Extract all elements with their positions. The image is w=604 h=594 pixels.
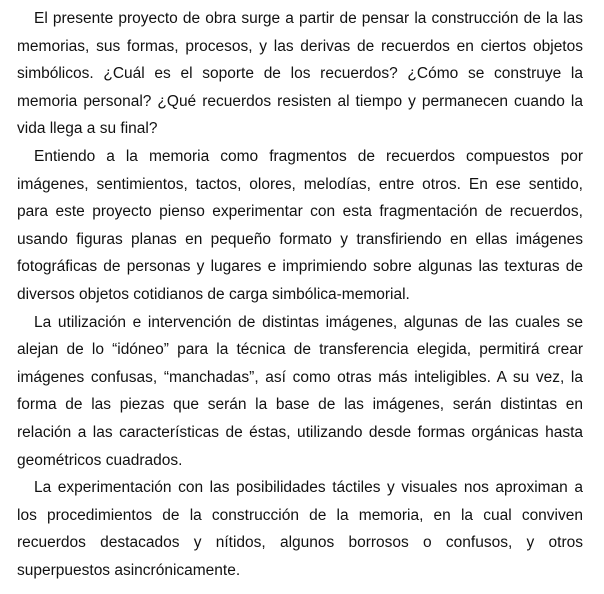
paragraph-3: La utilización e intervención de distintas imágenes, algunas de las cuales se alejan de lo “idóneo” para la técnica de transferencia elegida, permitirá crear imágenes confusas, “manchadas”, así como otras más inteligibles. A su vez, la forma de las piezas que serán la base de las imágenes, serán distintas en relación a las características de éstas, utilizando desde formas orgánicas hasta geométricos cuadrados. — [17, 313, 583, 469]
document-body — [17, 5, 583, 584]
paragraph-2: Entiendo a la memoria como fragmentos de recuerdos compuestos por imágenes, sentimientos, tactos, olores, melodías, entre otros. En ese sentido, para este proyecto pienso experimentar con esta fragmentación de recuerdos, usando figuras planas en pequeño formato y transfiriendo en ellas imágenes fotográficas de personas y lugares e imprimiendo sobre algunas las texturas de diversos objetos cotidianos de carga simbólica-memorial. — [17, 147, 583, 303]
paragraph-1: El presente proyecto de obra surge a partir de pensar la construcción de la las memorias, sus formas, procesos, y las derivas de recuerdos en ciertos objetos simbólicos. ¿Cuál es el soporte de los recuerdos? ¿Cómo se construye la memoria personal? ¿Qué recuerdos resisten al tiempo y permanecen cuando la vida llega a su final? — [17, 10, 583, 138]
paragraph-4: La experimentación con las posibilidades táctiles y visuales nos aproximan a los procedimientos de la construcción de la memoria, en la cual conviven recuerdos destacados y nítidos, algunos borrosos o confusos, y otros superpuestos asincrónicamente. — [17, 479, 583, 579]
